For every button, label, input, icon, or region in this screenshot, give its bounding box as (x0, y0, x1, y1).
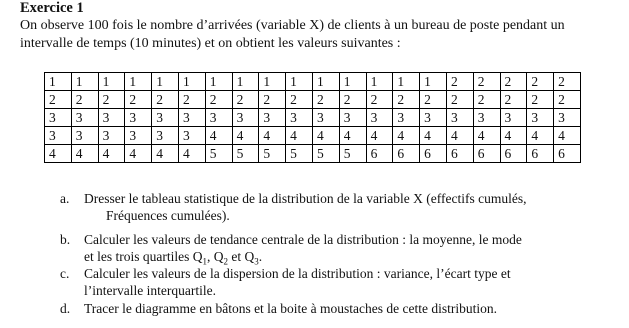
observation-cell: 5 (205, 145, 232, 163)
observation-cell: 4 (366, 127, 393, 145)
observation-cell: 1 (232, 73, 259, 91)
observation-cell: 3 (473, 109, 500, 127)
observation-cell: 2 (420, 91, 447, 109)
observation-cell: 4 (527, 127, 554, 145)
observation-cell: 3 (420, 109, 447, 127)
observation-cell: 3 (554, 109, 581, 127)
observation-cell: 4 (98, 145, 125, 163)
observation-cell: 2 (446, 73, 473, 91)
observation-cell: 3 (312, 109, 339, 127)
observation-cell: 3 (152, 109, 179, 127)
observation-cell: 6 (527, 145, 554, 163)
observation-cell: 2 (286, 91, 313, 109)
q2-subscript: 2 (223, 256, 228, 267)
observation-cell: 3 (178, 127, 205, 145)
observation-cell: 2 (152, 91, 179, 109)
observation-cell: 5 (339, 145, 366, 163)
observation-cell: 4 (205, 127, 232, 145)
observation-cell: 4 (420, 127, 447, 145)
observation-cell: 3 (45, 127, 72, 145)
observation-cell: 1 (339, 73, 366, 91)
observation-cell: 2 (446, 91, 473, 109)
observation-cell: 2 (500, 73, 527, 91)
question-c-marker: c. (60, 266, 70, 281)
observation-cell: 3 (98, 127, 125, 145)
observation-cell: 3 (205, 109, 232, 127)
observation-cell: 4 (339, 127, 366, 145)
observation-cell: 4 (554, 127, 581, 145)
question-b-line2: et les trois quartiles $Q_1$, $Q_2$ et $Q_3$. (84, 248, 263, 267)
question-b (60, 232, 580, 265)
observations-table-body (45, 73, 581, 163)
observation-cell: 4 (473, 127, 500, 145)
observation-cell: 6 (554, 145, 581, 163)
question-c-line1: Calculer les valeurs de la dispersion de la distribution : variance, l’écart type et (84, 266, 511, 281)
observation-cell: 4 (393, 127, 420, 145)
observation-cell: 4 (232, 127, 259, 145)
observation-cell: 2 (45, 91, 72, 109)
observation-cell: 6 (420, 145, 447, 163)
observation-cell: 4 (312, 127, 339, 145)
observation-cell: 2 (527, 91, 554, 109)
observation-cell: 3 (71, 127, 98, 145)
observation-cell: 2 (205, 91, 232, 109)
observation-cell: 2 (312, 91, 339, 109)
observation-cell: 6 (393, 145, 420, 163)
observation-cell: 3 (500, 109, 527, 127)
observation-cell: 2 (366, 91, 393, 109)
observation-row (45, 73, 581, 91)
observation-cell: 1 (45, 73, 72, 91)
observation-cell: 5 (259, 145, 286, 163)
observation-cell: 2 (339, 91, 366, 109)
question-d-marker: d. (60, 301, 71, 316)
question-b-line2-prefix: et les trois quartiles Q (84, 248, 203, 264)
and-word: et (231, 248, 242, 264)
questions-list (60, 191, 580, 318)
observation-cell: 3 (446, 109, 473, 127)
observation-cell: 4 (152, 145, 179, 163)
question-a (60, 191, 580, 224)
question-b-end: . (258, 248, 263, 264)
observation-cell: 2 (554, 73, 581, 91)
observation-row (45, 109, 581, 127)
observation-row (45, 127, 581, 145)
observation-cell: 5 (232, 145, 259, 163)
question-b-marker: b. (60, 232, 71, 247)
q1-subscript: 1 (202, 256, 207, 267)
observation-cell: 4 (71, 145, 98, 163)
observation-cell: 1 (312, 73, 339, 91)
observation-row (45, 91, 581, 109)
observation-cell: 3 (527, 109, 554, 127)
observation-cell: 1 (178, 73, 205, 91)
observation-cell: 6 (366, 145, 393, 163)
observation-cell: 2 (125, 91, 152, 109)
observation-cell: 1 (286, 73, 313, 91)
observation-cell: 3 (71, 109, 98, 127)
observation-cell: 3 (125, 109, 152, 127)
q2-label: Q (213, 248, 224, 264)
observation-cell: 3 (98, 109, 125, 127)
observations-table (44, 72, 581, 163)
observation-cell: 2 (473, 91, 500, 109)
observation-cell: 3 (152, 127, 179, 145)
observation-cell: 2 (178, 91, 205, 109)
question-d-line1: Tracer le diagramme en bâtons et la boite à moustaches de cette distribution. (84, 301, 497, 316)
question-a-line1: Dresser le tableau statistique de la distribution de la variable X (effectifs cumulés, (84, 191, 527, 206)
observation-cell: 3 (232, 109, 259, 127)
observation-cell: 1 (152, 73, 179, 91)
observation-cell: 3 (339, 109, 366, 127)
observation-cell: 1 (71, 73, 98, 91)
observation-cell: 6 (473, 145, 500, 163)
question-d (60, 301, 580, 318)
observation-cell: 4 (125, 145, 152, 163)
observation-cell: 1 (125, 73, 152, 91)
observation-cell: 5 (286, 145, 313, 163)
observation-cell: 4 (259, 127, 286, 145)
observation-cell: 6 (446, 145, 473, 163)
observation-cell: 3 (286, 109, 313, 127)
exercise-title: Exercice 1 (20, 0, 84, 16)
observation-cell: 2 (500, 91, 527, 109)
observation-cell: 2 (554, 91, 581, 109)
question-c-line2: l’intervalle interquartile. (84, 282, 216, 298)
observation-cell: 3 (45, 109, 72, 127)
observation-cell: 1 (393, 73, 420, 91)
observation-cell: 6 (500, 145, 527, 163)
observation-cell: 1 (420, 73, 447, 91)
observation-row (45, 145, 581, 163)
observation-cell: 1 (98, 73, 125, 91)
q3-subscript: 3 (254, 256, 259, 267)
observation-cell: 3 (366, 109, 393, 127)
exercise-intro: On observe 100 fois le nombre d’arrivées (variable X) de clients à un bureau de poste pendant un intervalle de temps (10 minutes) et on obtient les valeurs suivantes : (20, 18, 565, 51)
observation-cell: 2 (71, 91, 98, 109)
observation-cell: 4 (45, 145, 72, 163)
observation-cell: 3 (125, 127, 152, 145)
question-a-marker: a. (60, 191, 70, 206)
observation-cell: 4 (286, 127, 313, 145)
observation-cell: 1 (205, 73, 232, 91)
observation-cell: 1 (259, 73, 286, 91)
observation-cell: 3 (259, 109, 286, 127)
observation-cell: 4 (446, 127, 473, 145)
observation-cell: 2 (98, 91, 125, 109)
observation-cell: 5 (312, 145, 339, 163)
question-a-line2: Fréquences cumulées). (106, 207, 230, 223)
observation-cell: 4 (500, 127, 527, 145)
observation-cell: 2 (259, 91, 286, 109)
observation-cell: 2 (232, 91, 259, 109)
question-b-line1: Calculer les valeurs de tendance centrale de la distribution : la moyenne, le mode (84, 232, 522, 247)
observation-cell: 2 (393, 91, 420, 109)
observation-cell: 3 (178, 109, 205, 127)
observation-cell: 3 (393, 109, 420, 127)
q3-label: Q (244, 248, 255, 264)
question-c (60, 266, 580, 299)
observation-cell: 2 (473, 73, 500, 91)
observation-cell: 2 (527, 73, 554, 91)
observation-cell: 1 (366, 73, 393, 91)
observation-cell: 4 (178, 145, 205, 163)
